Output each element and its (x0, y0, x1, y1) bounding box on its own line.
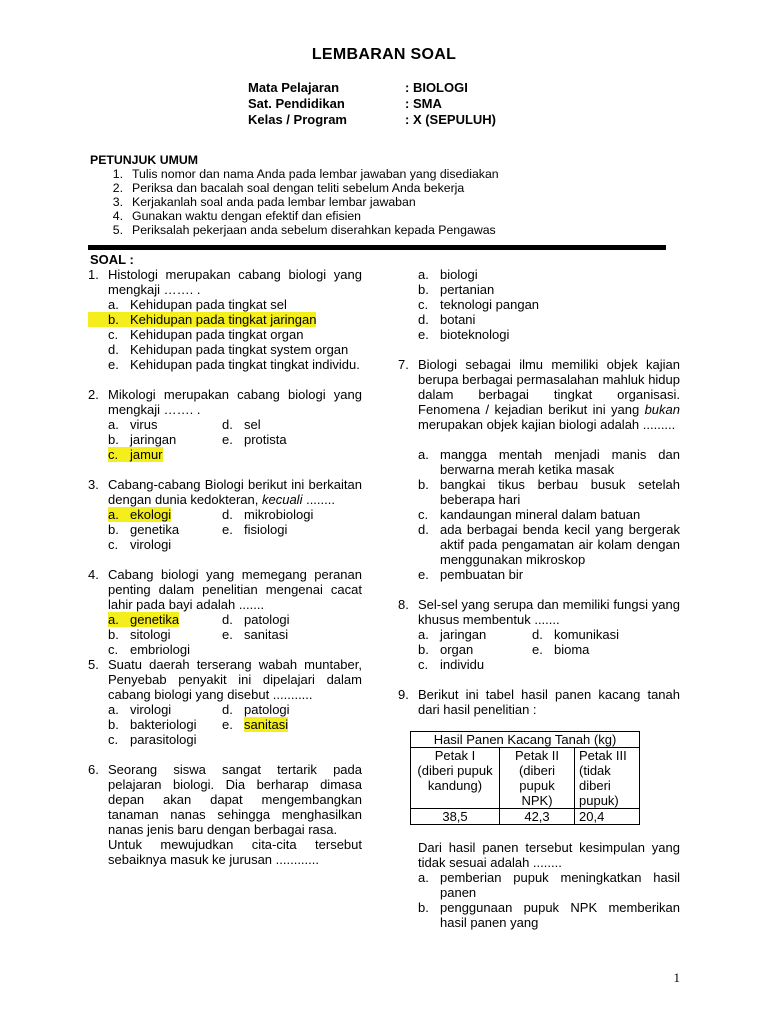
options-grid (88, 702, 362, 747)
option-text: virologi (130, 537, 172, 552)
question-7 (398, 357, 680, 432)
question-text: Mikologi merupakan cabang biologi yang mengkaji ……. . (108, 387, 362, 417)
question-2 (88, 387, 362, 417)
meta-row-class (248, 112, 496, 128)
option-letter: b. (88, 312, 130, 327)
option-letter: c. (108, 537, 119, 552)
harvest-table (410, 731, 640, 825)
instruction-item: 2. Periksa dan bacalah soal dengan teliti sebelum Anda bekerja (112, 181, 465, 195)
option-text: Kehidupan pada tingkat sel (130, 297, 287, 312)
option-letter: a. (418, 267, 429, 282)
option-letter: d. (418, 522, 429, 537)
option (88, 327, 362, 342)
options-grid (88, 417, 362, 462)
option-letter: e. (418, 567, 429, 582)
option (398, 900, 680, 930)
option (398, 447, 680, 477)
option-letter: b. (108, 522, 119, 537)
option-highlighted (88, 312, 362, 327)
option-text: sel (244, 417, 261, 432)
option-text: biologi (440, 267, 478, 282)
option-text: botani (440, 312, 476, 327)
instruction-item: 4. Gunakan waktu dengan efektif dan efisien (112, 209, 362, 223)
option-letter: a. (108, 417, 119, 432)
instruction-text: Kerjakanlah soal anda pada lembar lembar jawaban (132, 195, 416, 209)
option-text: teknologi pangan (440, 297, 540, 312)
option (398, 507, 680, 522)
option (88, 297, 362, 312)
questions-heading: SOAL : (90, 252, 134, 267)
question-text: Berikut ini tabel hasil panen kacang tanah dari hasil penelitian : (418, 687, 680, 717)
options-grid (398, 627, 680, 672)
option-letter: c. (418, 657, 429, 672)
option-letter: d. (532, 627, 543, 642)
option-text-highlighted: jamur (130, 447, 163, 462)
instruction-item: 3. Kerjakanlah soal anda pada lembar lembar jawaban (112, 195, 416, 209)
options-grid (88, 612, 362, 657)
option-text: Kehidupan pada tingkat system organ (130, 342, 349, 357)
option-letter: d. (222, 417, 233, 432)
question-number: 1. (88, 267, 99, 282)
question-number: 9. (398, 687, 409, 702)
option-text: embriologi (130, 642, 190, 657)
question-number: 4. (88, 567, 99, 582)
option-text: sanitasi (244, 627, 289, 642)
option-letter: d. (222, 507, 233, 522)
instruction-item: 1. Tulis nomor dan nama Anda pada lembar jawaban yang disediakan (112, 167, 499, 181)
option-text-highlighted: sanitasi (244, 717, 289, 732)
general-instructions (90, 153, 499, 237)
meta-row-subject (248, 80, 496, 96)
option-text: kandaungan mineral dalam batuan (440, 507, 641, 522)
option-text: Kehidupan pada tingkat tingkat individu. (130, 357, 360, 372)
option-letter: b. (418, 900, 429, 915)
option-letter: d. (418, 312, 429, 327)
option (398, 327, 680, 342)
question-text: Seorang siswa sangat tertarik pada pelajaran biologi. Dia berharap dimasa depan akan dapat mengembangkan tanaman nanas sehingga menghasilkan nanas jenis baru dengan berbagai rasa. (108, 762, 362, 837)
option-letter: d. (108, 342, 119, 357)
option-text-highlighted: ekologi (130, 507, 172, 522)
option-letter: d. (222, 612, 233, 627)
option-letter: e. (222, 522, 233, 537)
option-text: patologi (244, 612, 290, 627)
option-letter: a. (108, 297, 119, 312)
option-letter: c. (108, 447, 119, 462)
question-8 (398, 597, 680, 627)
meta-key: Mata Pelajaran (248, 80, 340, 95)
option (398, 267, 680, 282)
instruction-text: Tulis nomor dan nama Anda pada lembar jawaban yang disediakan (132, 167, 499, 181)
option (398, 567, 680, 582)
meta-key: Sat. Pendidikan (248, 96, 345, 111)
instructions-heading: PETUNJUK UMUM (90, 153, 198, 167)
instruction-item: 5. Periksalah pekerjaan anda sebelum diserahkan kepada Pengawas (112, 223, 496, 237)
option-letter: e. (532, 642, 543, 657)
meta-key: Kelas / Program (248, 112, 347, 127)
instruction-text: Periksa dan bacalah soal dengan teliti sebelum Anda bekerja (132, 181, 465, 195)
option-letter: a. (418, 627, 429, 642)
question-text: Cabang-cabang Biologi berikut ini berkaitan dengan dunia kedokteran, (108, 477, 362, 507)
option-text: ada berbagai benda kecil yang bergerak aktif pada pengamatan air kolam dengan menggunakan mikroskop (440, 522, 680, 567)
option (398, 522, 680, 567)
option-text: organ (440, 642, 474, 657)
option (398, 297, 680, 312)
option-text: virus (130, 417, 158, 432)
option-letter: b. (418, 642, 429, 657)
option-letter: e. (222, 432, 233, 447)
meta-row-school (248, 96, 496, 112)
table-cell: 20,4 (575, 809, 640, 825)
table-cell: 42,3 (500, 809, 575, 825)
exam-meta (248, 80, 496, 128)
option-text: bioteknologi (440, 327, 510, 342)
option-letter: e. (108, 357, 119, 372)
option-letter: d. (222, 702, 233, 717)
option-letter: e. (222, 717, 233, 732)
option-text: bakteriologi (130, 717, 197, 732)
question-text-end: merupakan objek kajian biologi adalah ......... (418, 417, 676, 432)
question-number: 3. (88, 477, 99, 492)
option-letter: a. (108, 702, 119, 717)
question-number: 8. (398, 597, 409, 612)
instruction-text: Periksalah pekerjaan anda sebelum diserahkan kepada Pengawas (132, 223, 496, 237)
meta-value: : X (SEPULUH) (405, 112, 496, 127)
question-text-end: ........ (306, 492, 335, 507)
option-letter: e. (222, 627, 233, 642)
option-text: patologi (244, 702, 290, 717)
option-letter: b. (418, 477, 429, 492)
option-letter: b. (108, 717, 119, 732)
left-column (88, 267, 362, 867)
option-text: sitologi (130, 627, 171, 642)
section-divider (88, 245, 666, 250)
option-text: individu (440, 657, 485, 672)
option (398, 477, 680, 507)
option-text: bangkai tikus berbau busuk setelah beberapa hari (440, 477, 680, 507)
question-text: Sel-sel yang serupa dan memiliki fungsi yang khusus membentuk ....... (418, 597, 680, 627)
option-text: pemberian pupuk meningkatkan hasil panen (440, 870, 680, 900)
question-number: 5. (88, 657, 99, 672)
option (398, 870, 680, 900)
option (88, 357, 362, 372)
option-text: protista (244, 432, 287, 447)
option-text: Kehidupan pada tingkat jaringan (130, 312, 317, 327)
question-text-italic: bukan (644, 402, 680, 417)
table-caption: Hasil Panen Kacang Tanah (kg) (411, 732, 640, 748)
option-text: mikrobiologi (244, 507, 314, 522)
question-3 (88, 477, 362, 507)
options-grid (88, 507, 362, 552)
question-text: Histologi merupakan cabang biologi yang mengkaji ……. . (108, 267, 362, 297)
table-header: Petak III (tidak diberi pupuk) (575, 748, 640, 809)
option-text: penggunaan pupuk NPK memberikan hasil panen yang (440, 900, 680, 930)
meta-value: : BIOLOGI (405, 80, 468, 95)
question-text: Biologi sebagai ilmu memiliki objek kajian berupa berbagai permasalahan mahluk hidup dalam berbagai tingkat organisasi. Fenomena / kejadian berikut ini yang (418, 357, 680, 417)
option (398, 282, 680, 297)
option-letter: c. (108, 642, 119, 657)
question-number: 6. (88, 762, 99, 777)
question-text-2: Dari hasil panen tersebut kesimpulan yang tidak sesuai adalah ........ (418, 840, 680, 870)
option-text: parasitologi (130, 732, 197, 747)
option-letter: b. (108, 432, 119, 447)
option-letter: c. (108, 732, 119, 747)
question-number: 2. (88, 387, 99, 402)
meta-value: : SMA (405, 96, 442, 111)
question-4 (88, 567, 362, 612)
question-text-italic: kecuali (261, 492, 303, 507)
option-text-highlighted: genetika (130, 612, 180, 627)
question-number: 7. (398, 357, 409, 372)
option-text: komunikasi (554, 627, 620, 642)
option (88, 342, 362, 357)
question-9-conclusion (398, 840, 680, 870)
option-letter: e. (418, 327, 429, 342)
option-text: fisiologi (244, 522, 288, 537)
question-9 (398, 687, 680, 717)
option-letter: a. (418, 870, 429, 885)
table-header: Petak II (diberi pupuk NPK) (500, 748, 575, 809)
page-title: LEMBARAN SOAL (311, 46, 457, 63)
option-letter: c. (108, 327, 119, 342)
option-text: genetika (130, 522, 180, 537)
option-letter: c. (418, 507, 429, 522)
option-letter: b. (108, 627, 119, 642)
option-text: mangga mentah menjadi manis dan berwarna merah ketika masak (440, 447, 680, 477)
page-number: 1 (673, 970, 680, 985)
question-text: Suatu daerah terserang wabah muntaber, Penyebab penyakit ini dipelajari dalam cabang biologi yang disebut ........... (108, 657, 362, 702)
question-5 (88, 657, 362, 702)
option-text: pembuatan bir (440, 567, 524, 582)
option-letter: c. (418, 297, 429, 312)
option-text: jaringan (440, 627, 487, 642)
table-cell: 38,5 (411, 809, 500, 825)
instruction-text: Gunakan waktu dengan efektif dan efisien (132, 209, 362, 223)
option-text: Kehidupan pada tingkat organ (130, 327, 304, 342)
question-text-2: Untuk mewujudkan cita-cita tersebut sebaiknya masuk ke jurusan ............ (108, 837, 362, 867)
option-text: jaringan (130, 432, 177, 447)
option-text: bioma (554, 642, 590, 657)
option-letter: b. (418, 282, 429, 297)
option-letter: a. (108, 612, 119, 627)
question-text: Cabang biologi yang memegang peranan penting dalam penelitian mengenai cacat lahir pada bayi adalah ....... (108, 567, 362, 612)
option-letter: a. (108, 507, 119, 522)
option (398, 312, 680, 327)
option-text: virologi (130, 702, 172, 717)
right-column (398, 267, 680, 930)
question-6 (88, 762, 362, 867)
table-header: Petak I (diberi pupuk kandung) (411, 748, 500, 809)
option-letter: a. (418, 447, 429, 462)
option-text: pertanian (440, 282, 495, 297)
question-1 (88, 267, 362, 297)
